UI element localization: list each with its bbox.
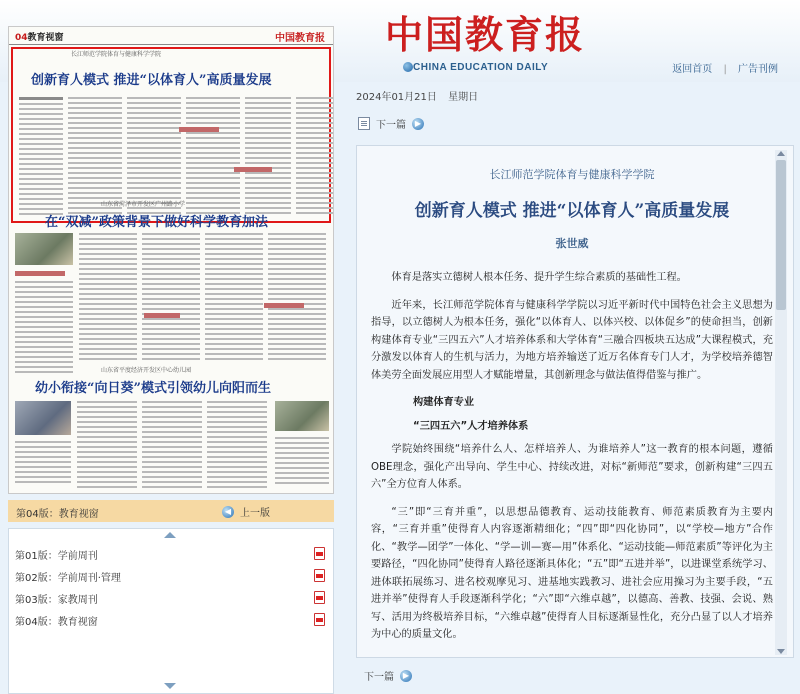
article-2-subhead	[15, 271, 65, 276]
article-3-kicker: 山东省平度经济开发区中心幼儿园	[101, 367, 192, 374]
globe-icon	[403, 62, 413, 72]
article-2-photo	[15, 233, 73, 265]
pdf-icon[interactable]	[314, 613, 325, 626]
article-1-title[interactable]: 创新育人模式 推进“以体育人”高质量发展	[31, 73, 272, 88]
article-3-photo	[275, 401, 329, 431]
arrow-right-icon: ▶	[412, 118, 424, 130]
page-list-item[interactable]	[15, 547, 327, 563]
link-separator: |	[723, 64, 727, 75]
newspaper-page-thumbnail[interactable]	[8, 26, 334, 494]
document-icon	[358, 117, 370, 130]
paper-page-header	[9, 27, 333, 45]
issue-weekday: 星期日	[448, 92, 479, 103]
article-1-columns	[19, 97, 334, 215]
left-column	[0, 0, 335, 694]
issue-date: 2024年01月21日	[356, 92, 437, 103]
page-list-item[interactable]	[15, 569, 327, 585]
paper-page-name: 教育视窗	[27, 33, 64, 43]
article-2-left-column	[15, 281, 73, 373]
arrow-right-icon: ▶	[400, 670, 412, 682]
article-subheading: “三四五六”人才培养体系	[413, 420, 529, 432]
current-page-label: 第04版：教育视窗	[16, 509, 99, 520]
article-paragraph: 近年来，长江师范学院体育与健康科学学院以习近平新时代中国特色社会主义思想为指导，以立德树人为根本任务，强化“以体育人、以体兴校、以体促乡”的使命担当，创新构建体育专业“三四五六”人才培养体系和大学体育“三融合四板块五达成”大课程模式，充分激发以体育人的生机与活力，为地方培养输送了近万名体育专门人才，为学校培养德智体美劳全面发展应用型人才赋能增量，其创新理念与做法值得借鉴与推广。	[371, 299, 773, 381]
article-3-photo	[15, 401, 71, 435]
scroll-up-icon[interactable]	[164, 532, 176, 538]
pdf-icon[interactable]	[314, 547, 325, 560]
article-2-subhead	[264, 303, 304, 308]
page-list-item-label[interactable]: 第02版：学前周刊·管理	[15, 573, 121, 584]
article-title: 创新育人模式 推进“以体育人”高质量发展	[414, 201, 730, 221]
paper-page-number: 04	[15, 33, 28, 43]
scroll-up-icon[interactable]	[777, 151, 785, 156]
article-3-left-column	[15, 441, 71, 483]
article-2-kicker: 山东省菏泽市开发区广州路小学	[101, 201, 186, 208]
article-content	[371, 146, 773, 658]
ad-rates-link[interactable]: 广告刊例	[738, 64, 778, 75]
previous-page-button[interactable]	[222, 504, 270, 519]
page-list-item-label[interactable]: 第01版：学前周刊	[15, 551, 98, 562]
page-list-item-label[interactable]: 第03版：家教周刊	[15, 595, 98, 606]
paper-page-label	[15, 30, 64, 43]
next-article-label: 下一篇	[364, 672, 394, 683]
pdf-icon[interactable]	[314, 591, 325, 604]
next-article-button-top[interactable]	[358, 116, 424, 131]
article-1-subhead	[234, 167, 272, 172]
scrollbar-thumb[interactable]	[776, 160, 786, 310]
article-3-columns	[77, 401, 267, 488]
article-1-subhead	[179, 127, 219, 132]
next-article-button-bottom[interactable]	[358, 668, 412, 683]
article-scrollbar[interactable]	[775, 150, 787, 655]
page-list-panel	[8, 528, 334, 694]
arrow-left-icon: ◀	[222, 506, 234, 518]
site-logo-english: CHINA EDUCATION DAILY	[413, 62, 549, 73]
home-link[interactable]: 返回首页	[672, 64, 713, 75]
previous-page-label: 上一版	[240, 508, 270, 519]
page-list-item[interactable]	[15, 613, 327, 629]
article-subheading: 构建体育专业	[413, 397, 475, 408]
article-paragraph: 体育是落实立德树人根本任务、提升学生综合素质的基础性工程。	[391, 272, 687, 283]
article-3-right-column	[275, 437, 329, 484]
article-paragraph: “三”即“三育并重”，以思想品德教育、运动技能教育、师范素质教育为主要内容，“三育并重”使得育人内容逐渐精细化；“四”即“四化协同”，以“学校—地方”合作化、“教学—团学”一体化、“学—训—赛—用”体系化、“运动技能—师范素质”等评化为主要路径，“四化协同”使得育人路径逐渐具体化；“五”即“五进并举”，以进课堂系统学习、进体联拓展练习、进名校观摩见习、进基地实践教习、进社会应用操习为主要手段，“五进并举”使得育人手段逐渐科学化；“六”即“六维卓越”，以德高、善教、技强、会说、熟写、活用为终极培养目标，“六维卓越”使得育人目标逐渐显性化，充分凸显了以人才培养为中心的质量文化。	[371, 506, 773, 640]
date-bar	[356, 88, 486, 103]
article-body	[371, 269, 773, 644]
pdf-icon[interactable]	[314, 569, 325, 582]
article-author: 张世威	[555, 237, 589, 250]
article-panel	[356, 145, 794, 658]
top-links	[668, 60, 782, 75]
article-2-columns	[79, 233, 326, 360]
article-3-title[interactable]: 幼小衔接“向日葵”模式引领幼儿向阳而生	[35, 381, 271, 396]
article-2-subhead	[144, 313, 180, 318]
scroll-down-icon[interactable]	[164, 683, 176, 689]
article-1-kicker: 长江师范学院体育与健康科学学院	[71, 51, 162, 58]
next-article-label: 下一篇	[376, 120, 406, 131]
article-kicker: 长江师范学院体育与健康科学学院	[489, 168, 655, 181]
paper-masthead: 中国教育报	[275, 33, 325, 44]
page-list-item-label[interactable]: 第04版：教育视窗	[15, 617, 98, 628]
page-navigation-bar	[8, 500, 334, 522]
page-list-item[interactable]	[15, 591, 327, 607]
article-paragraph: 学院始终围绕“培养什么人、怎样培养人、为谁培养人”这一教育的根本问题，遵循OBE理念，强化产出导向、学生中心、持续改进，对标“新师范”要求，创新构建“三四五六”全方位育人体系。	[371, 444, 773, 490]
scroll-down-icon[interactable]	[777, 649, 785, 654]
article-2-title[interactable]: 在“双减”政策背景下做好科学教育加法	[45, 215, 268, 230]
site-logo[interactable]: 中国教育报	[385, 12, 586, 57]
